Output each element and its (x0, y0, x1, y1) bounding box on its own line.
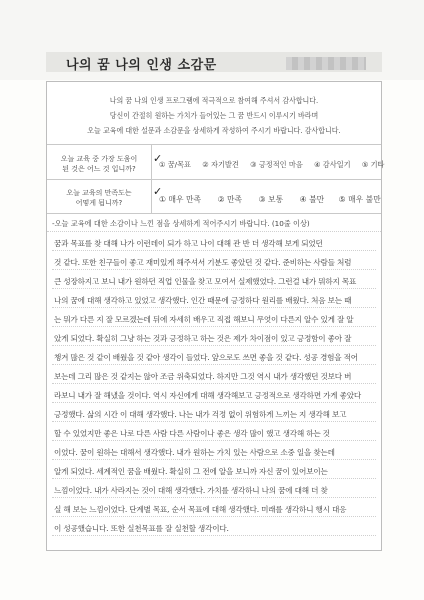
ruled-line (52, 364, 376, 365)
handwritten-line: 라보니 내가 잘 해냈을 것이다. 역시 자신에게 대해 생각해보고 긍정적으로 생각하면 가게 좋았다 (54, 391, 362, 400)
ruled-line (52, 497, 376, 498)
ruled-line (52, 516, 376, 517)
ruled-line (52, 402, 376, 403)
redacted-name (286, 57, 366, 70)
intro-line-3: 오늘 교육에 대한 설문과 소감문을 상세하게 작성하여 주시기 바랍니다. 감사합니다. (87, 126, 341, 135)
essay-instruction: -오늘 교육에 대한 소감이나 느낀 점을 상세하게 적어주시기 바랍니다. (10줄 이상) (52, 219, 310, 228)
question-2-label: 오늘 교육의 만족도는 어떻게 됩니까? (66, 189, 132, 207)
handwritten-line: 는 뭐가 다른 지 잘 모르겠는데 뒤에 자세히 배우고 직접 해보니 무엇이 다른지 알수 있게 잘 알 (54, 315, 354, 324)
handwritten-line: 큰 성장하지고 보니 내가 원하던 직업 인물을 찾고 모여서 실제했었다. 그런걸 내가 뭐하지 목표 (54, 277, 357, 286)
q1-option-4[interactable]: ④ 감사일기 (314, 160, 351, 169)
checkmark-icon: ✓ (153, 152, 163, 165)
handwritten-line: 이었다. 꿈이 원하는 대해서 생각했다. 내가 원하는 가치 있는 사람으로 소중 일을 찾는데 (54, 448, 335, 457)
divider (47, 144, 381, 145)
q1-option-2[interactable]: ② 자기발견 (202, 160, 239, 169)
ruled-line (52, 440, 376, 441)
handwritten-line: 꿈과 목표를 찾 대해 나가 이런데이 되가 하고 나이 대해 관 반 더 생각해 보게 되었던 (54, 239, 323, 248)
handwritten-line: 았게 되었다. 확실히 그냥 하는 것과 긍정하고 하는 것은 제가 차이점이 있고 긍정함이 좋아 잘 (54, 334, 352, 343)
handwritten-line: 챙겨 많은 것 같이 배웠을 것 같아 생각이 들었다. 앞으로도 쓰면 좋을 것 같다. 성공 경험을 적어 (54, 353, 358, 362)
q1-option-3[interactable]: ③ 긍정적인 마음 (250, 160, 303, 169)
handwritten-line: 것 같다. 또한 친구들이 좋고 재미있게 해주셔서 기분도 좋았던 것 같다. 준비하는 사람들 처럼 (54, 258, 352, 267)
handwritten-line: 나의 꿈에 대해 생각하고 있었고 생각했다. 인간 때문에 긍정하다 원리를 배웠다. 처음 보는 때 (54, 296, 352, 305)
handwritten-line: 긍정했다. 삶의 시간 이 대해 생각했다. 나는 내가 걱정 없이 위험하게 느끼는 지 생각해 보고 (54, 410, 347, 419)
checkmark-icon: ✓ (153, 185, 163, 198)
q1-option-1[interactable]: ① 꿈/목표 (159, 160, 191, 169)
q1-option-5[interactable]: ⑤ 기타 (361, 160, 385, 169)
divider (47, 213, 381, 214)
handwritten-line: 이 성공했습니다. 또한 실천목표를 잘 실천할 생각이다. (54, 524, 229, 533)
essay-area[interactable] (52, 233, 376, 543)
q2-option-3[interactable]: ③ 보통 (258, 195, 284, 204)
ruled-line (52, 250, 376, 251)
question-1-label: 오늘 교육 중 가장 도움이 된 것은 어느 것 입니까? (60, 155, 138, 173)
handwritten-line: 느낌이었다. 내가 사라지는 것이 대해 생각했다. 가치를 생각하니 나의 꿈에 대해 더 찾 (54, 486, 328, 495)
handwritten-line: 할 수 있었지만 좋은 나로 다른 사람 다른 사람이나 좋은 생각 많이 했고 생각해 하는 것 (54, 429, 330, 438)
handwritten-line: 실 해 보는 느낌이었다. 단계별 목표, 순서 목표에 대해 생각했다. 미래를 생각하니 행시 대응 (54, 505, 347, 514)
ruled-line (52, 269, 376, 270)
ruled-line (52, 383, 376, 384)
q2-option-4[interactable]: ④ 불만 (299, 195, 325, 204)
question-1-options (151, 160, 385, 170)
ruled-line (52, 326, 376, 327)
q2-option-1[interactable]: ① 매우 만족 (159, 195, 202, 204)
divider (47, 179, 381, 180)
question-2-options (151, 194, 381, 205)
handwritten-line: 알게 되었다. 세계적인 꿈을 배웠다. 확실히 그 전에 알을 보니까 자신 꿈이 있어보이는 (54, 467, 328, 476)
ruled-line (52, 421, 376, 422)
handwritten-line: 보는데 그리 많은 것 같지는 않아 조금 위축되었다. 하지만 그것 역시 내가 생각했던 것보다 버 (54, 372, 352, 381)
q2-option-5[interactable]: ⑤ 매우 불만 (338, 195, 381, 204)
ruled-line (52, 478, 376, 479)
ruled-line (52, 345, 376, 346)
intro-line-2: 당신이 간절히 원하는 가치가 들어있는 그 꿈 반드시 이루시기 바라며 (109, 111, 319, 120)
survey-form (46, 81, 385, 551)
ruled-line (52, 535, 376, 536)
ruled-line (52, 288, 376, 289)
intro-line-1: 나의 꿈 나의 인생 프로그램에 적극적으로 참여해 주셔서 감사합니다. (109, 96, 319, 105)
q2-option-2[interactable]: ② 만족 (217, 195, 243, 204)
ruled-line (52, 307, 376, 308)
ruled-line (52, 459, 376, 460)
page-title: 나의 꿈 나의 인생 소감문 (66, 58, 217, 73)
